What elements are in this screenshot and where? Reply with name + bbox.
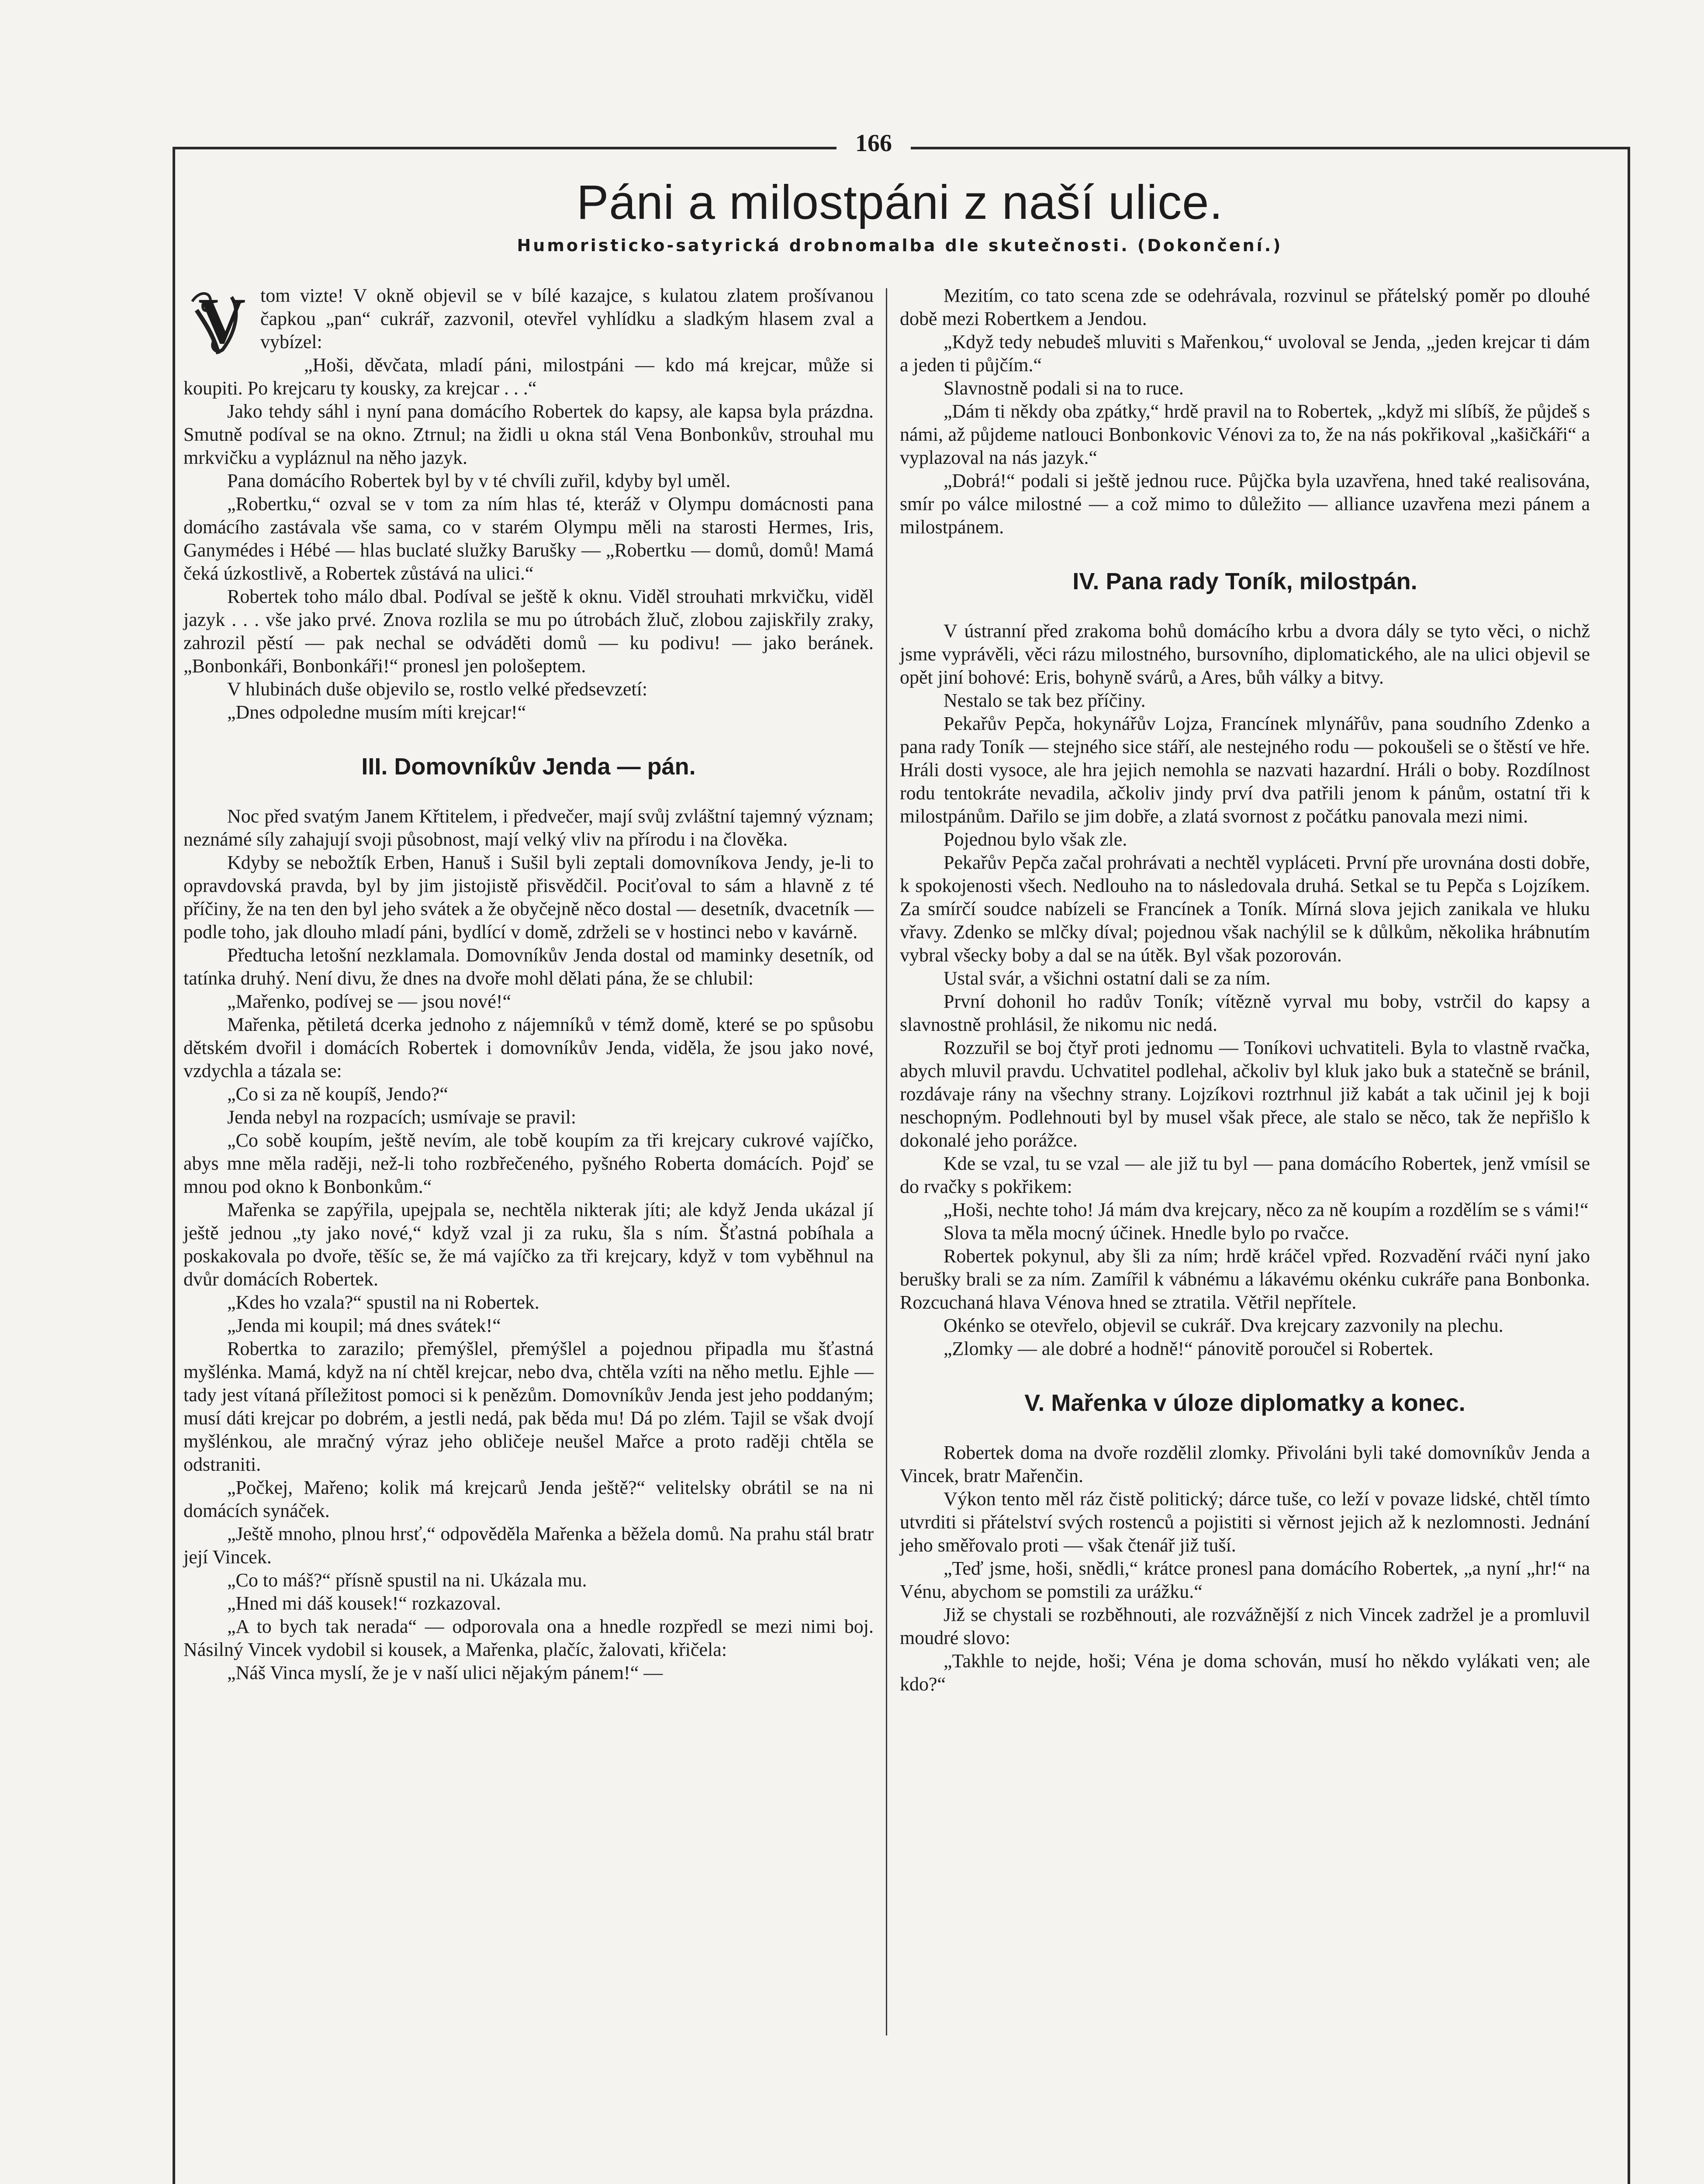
paragraph: „Hned mi dáš kousek!“ rozkazoval. [227,1593,501,1614]
paragraph: Robertek pokynul, aby šli za ním; hrdě kráčel vpřed. Rozvadění rváči nyní jako berušky brali se za ním. Zamířil k vábnému a lákavému okénku cukráře pana Bonbonka. Rozcuchaná hlava Vénova hned se ztratila. Větřil nepřítele. [900,1245,1590,1313]
paragraph: „Kdes ho vzala?“ spustil na ni Robertek. [227,1292,539,1313]
page-number: 166 [855,130,892,157]
paragraph: Robertka to zarazilo; přemýšlel, přemýšlel a pojednou připadla mu šťastná myšlénka. Mamá, když na ní chtěl krejcar, nebo dva, chtěla vzíti na něho metlu. Ejhle — tady jest vítaná příležitost pomoci si k penězům. Domovníkův Jenda jest jeho poddaným; musí dáti krejcar po dobrém, a jestli nedá, pak běda mu! Dá po zlém. Tajil se však dvojí myšlénkou, ale mračný výraz jeho obličeje neušel Mařce a proto raději chtěla se odstraniti. [183,1338,874,1475]
paragraph: Mařenka, pětiletá dcerka jednoho z nájemníků v témž domě, které se po spůsobu dětském dvořil i domácích Robertek i domovníkův Jenda, viděla, že jsou jako nové, vzdychla a tázala se: [183,1014,874,1082]
paragraph: „Takhle to nejde, hoši; Véna je doma schován, musí ho někdo vylákati ven; ale kdo?“ [900,1650,1590,1695]
paragraph: Robertek toho málo dbal. Podíval se ještě k oknu. Viděl strouhati mrkvičku, viděl jazyk . . . vše jako prvé. Znova rozlila se mu po útrobách žluč, zlobou zajiskřily zraky, zahrozil pěstí — pak nechal se odváděti domů — ku podivu! — jako beránek. „Bonbonkáři, Bonbonkáři!“ pronesl jen pološeptem. [183,586,874,677]
paragraph: Předtucha letošní nezklamala. Domovníkův Jenda dostal od maminky desetník, od tatínka druhý. Není divu, že dnes na dvoře mohl dělati pána, že se chlubil: [183,944,874,989]
section-heading: IV. Pana rady Toník, milostpán. [1072,568,1417,594]
paragraph: „Když tedy nebudeš mluviti s Mařenkou,“ uvoloval se Jenda, „jeden krejcar ti dám a jeden ti půjčím.“ [900,331,1590,376]
paragraph: „Jenda mi koupil; má dnes svátek!“ [227,1315,501,1336]
paragraph: „Co to máš?“ přísně spustil na ni. Ukázala mu. [227,1569,587,1591]
section-heading: III. Domovníkův Jenda — pán. [361,753,696,780]
paragraph: V ústranní před zrakoma bohů domácího krbu a dvora dály se tyto věci, o nichž jsme vyprávěli, věci rázu milostného, bursovního, diplomatického, ale na ulici objevil se opět jiní bohové: Eris, bohyně svárů, a Ares, bůh války a bitvy. [900,620,1590,688]
paragraph: „Hoši, nechte toho! Já mám dva krejcary, něco za ně koupím a rozdělím se s vámi!“ [944,1199,1589,1220]
paragraph: „Ještě mnoho, plnou hrsť,“ odpověděla Mařenka a běžela domů. Na prahu stál bratr její Vincek. [183,1523,874,1568]
paragraph: Mezitím, co tato scena zde se odehrávala, rozvinul se přátelský poměr po dlouhé době mezi Robertkem a Jendou. [900,285,1590,329]
paragraph: „A to bych tak nerada“ — odporovala ona a hnedle rozpředl se mezi nimi boj. Násilný Vincek vydobil si kousek, a Mařenka, plačíc, žalovati, křičela: [183,1616,874,1660]
paragraph: tom vizte! V okně objevil se v bílé kazajce, s kulatou zlatem prošívanou čapkou „pan“ cukrář, zazvonil, otevřel vyhlídku a sladkým hlasem zval a vybízel: [260,285,874,352]
paragraph: „Co si za ně koupíš, Jendo?“ [227,1083,448,1105]
paragraph: „Robertku,“ ozval se v tom za ním hlas té, kteráž v Olympu domácnosti pana domácího zastávala vše sama, co v starém Olympu měli na starosti Hermes, Iris, Ganymédes i Hébé — hlas buclaté služky Barušky — „Robertku — domů, domů! Mamá čeká úzkostlivě, a Robertek zůstává na ulici.“ [183,493,874,584]
paragraph: „Zlomky — ale dobré a hodně!“ pánovitě poroučel si Robertek. [944,1338,1434,1359]
left-column [183,284,874,1684]
section-heading: V. Mařenka v úloze diplomatky a konec. [1024,1390,1466,1416]
ornamental-initial [183,284,252,358]
paragraph: Jako tehdy sáhl i nyní pana domácího Robertek do kapsy, ale kapsa byla prázdna. Smutně podíval se na okno. Ztrnul; na židli u okna stál Vena Bonbonkův, strouhal mu mrkvičku a vypláznul na něho jazyk. [183,401,874,468]
paragraph: „Teď jsme, hoši, snědli,“ krátce pronesl pana domácího Robertek, „a nyní „hr!“ na Vénu, abychom se pomstili za urážku.“ [900,1558,1590,1602]
article-subtitle: Humoristicko-satyrická drobnomalba dle skutečnosti. (Dokončení.) [517,236,1283,255]
paragraph: Kde se vzal, tu se vzal — ale již tu byl — pana domácího Robertek, jenž vmísil se do rvačky s pokřikem: [900,1153,1590,1197]
paragraph: „Hoši, děvčata, mladí páni, milostpáni — kdo má krejcar, může si koupiti. Po krejcaru ty kousky, za krejcar . . .“ [183,354,874,399]
paragraph: Mařenka se zapýřila, upejpala se, nechtěla nikterak jíti; ale když Jenda ukázal jí ještě jednou „ty jako nové,“ když vzal ji za ruku, šla s ním. Šťastná pobíhala a poskakovala po dvoře, těšíc se, že má vajíčko za tři krejcary, když v tom vyběhnul na dvůr domácích Robertek. [183,1199,874,1290]
paragraph: „Co sobě koupím, ještě nevím, ale tobě koupím za tři krejcary cukrové vajíčko, abys mne měla raději, než-li toho rozbřečeného, pyšného Roberta domácích. Pojď se mnou pod okno k Bonbonkům.“ [183,1130,874,1197]
paragraph: Jenda nebyl na rozpacích; usmívaje se pravil: [227,1106,577,1128]
paragraph: Noc před svatým Janem Křtitelem, i předvečer, mají svůj zvláštní tajemný význam; neznámé síly zahajují svoji působnost, mají velký vliv na přírodu i na člověka. [183,805,874,850]
paragraph: Ustal svár, a všichni ostatní dali se za ním. [944,968,1271,989]
paragraph: Robertek doma na dvoře rozdělil zlomky. Přivoláni byli také domovníkův Jenda a Vincek, bratr Mařenčin. [900,1442,1590,1486]
paragraph: „Náš Vinca myslí, že je v naší ulici nějakým pánem!“ — [227,1662,663,1683]
paragraph: Nestalo se tak bez příčiny. [944,690,1146,711]
paragraph: Slova ta měla mocný účinek. Hnedle bylo po rvačce. [944,1222,1349,1244]
paragraph: Pekařův Pepča začal prohrávati a nechtěl vypláceti. První pře urovnána dosti dobře, k spokojenosti všech. Nedlouho na to následovala druhá. Setkal se tu Pepča s Lojzíkem. Za smírčí soudce nabízeli se Francínek a Toník. Mírná slova jejich zanikala ve hluku vřavy. Zdenko se mlčky díval; pojednou však nachýlil se k důlkům, několika hrábnutím vybral všecky boby a dal se na útěk. Byl však pozorován. [900,852,1590,966]
paragraph: První dohonil ho radův Toník; vítězně vyrval mu boby, vstrčil do kapsy a slavnostně prohlásil, že nikomu nic nedá. [900,991,1590,1035]
paragraph: Pana domácího Robertek byl by v té chvíli zuřil, kdyby byl uměl. [227,470,731,491]
paragraph: Výkon tento měl ráz čistě politický; dárce tuše, co leží v povaze lidské, chtěl tímto utvrditi si přátelství svých rostenců a pojistiti si věrnost jejich až k nezlomnosti. Jednání jeho směřovalo proti — však čtenář již tuší. [900,1488,1590,1556]
paragraph: „Dobrá!“ podali si ještě jednou ruce. Půjčka byla uzavřena, hned také realisována, smír po válce milostné — a což mimo to důležito — alliance uzavřena mezi pánem a milostpánem. [900,470,1590,538]
paragraph: „Dám ti někdy oba zpátky,“ hrdě pravil na to Robertek, „když mi slíbíš, že půjdeš s námi, až půjdeme natlouci Bonbonkovic Vénovi za to, že na nás pokřikoval „kašičkáři“ a vyplazoval na nás jazyk.“ [900,401,1590,468]
paragraph: Pojednou bylo však zle. [944,829,1127,850]
paragraph: Pekařův Pepča, hokynářův Lojza, Francínek mlynářův, pana soudního Zdenko a pana rady Toník — stejného sice stáří, ale nestejného rodu — pokoušeli se o štěstí ve hře. Hráli dosti vysoce, ale hra jejich nemohla se nazvati hazardní. Hráli o boby. Rozdílnost rodu tentokráte nevadila, ačkoliv jindy prví dva patřili jenom k pánům, ostatní tři k milostpánům. Dařilo se jim dobře, a zlatá svornost z počátku panovala mezi nimi. [900,713,1590,827]
column-divider [886,288,887,2035]
article-title: Páni a milostpáni z naší ulice. [576,176,1224,229]
paragraph: „Mařenko, podívej se — jsou nové!“ [227,991,512,1012]
paragraph: Již se chystali se rozběhnouti, ale rozvážnější z nich Vincek zadržel je a promluvil moudré slovo: [900,1604,1590,1648]
right-column [900,284,1590,1696]
paragraph: V hlubinách duše objevilo se, rostlo velké předsevzetí: [227,678,648,700]
paragraph: Kdyby se nebožtík Erben, Hanuš i Sušil byli zeptali domovníkova Jendy, je-li to opravdovská pravda, byl by jim jistojistě přisvědčil. Pociťoval to sám a hlavně z té příčiny, že na ten den byl jeho svátek a že obyčejně něco dostal — desetník, dvacetník — podle toho, jak dlouho mladí páni, bydlící v domě, zdrželi se v hostinci nebo v kavárně. [183,852,874,943]
paragraph: Slavnostně podali si na to ruce. [944,377,1184,399]
paragraph: „Počkej, Mařeno; kolik má krejcarů Jenda ještě?“ velitelsky obrátil se na ni domácích synáček. [183,1477,874,1521]
paragraph: Rozzuřil se boj čtyř proti jednomu — Toníkovi uchvatiteli. Byla to vlastně rvačka, abych mluvil pravdu. Uchvatitel podlehal, ačkoliv byl kluk jako buk a statečně se bránil, rozdávaje rány na všechny strany. Lojzíkovi roztrhnul již kabát a tak učinil jej k boji neschopným. Podlehnouti byl by musel však přece, ale stalo se něco, tak že nepřišlo k dokonalé jeho porážce. [900,1037,1590,1151]
paragraph: „Dnes odpoledne musím míti krejcar!“ [227,702,526,723]
ornamental-initial-letter: V [198,285,246,357]
paragraph: Okénko se otevřelo, objevil se cukrář. Dva krejcary zazvonily na plechu. [944,1315,1504,1336]
